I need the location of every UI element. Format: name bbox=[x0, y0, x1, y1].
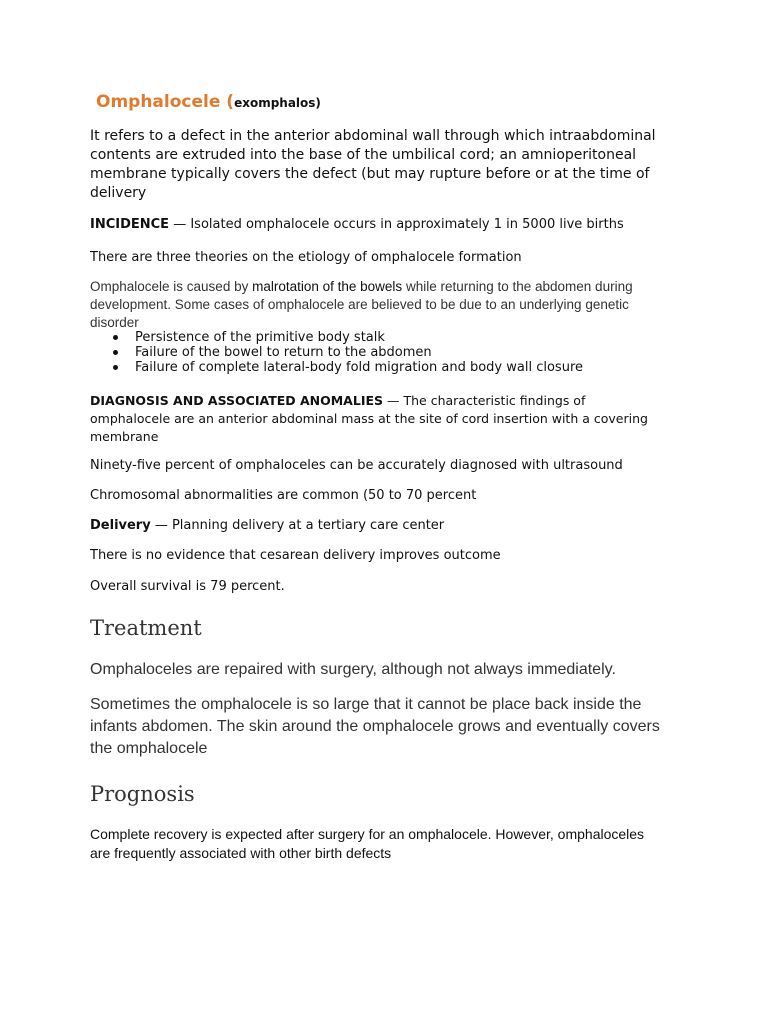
delivery-text: — Planning delivery at a tertiary care center bbox=[150, 518, 445, 533]
cause-text-1: Omphalocele is caused by bbox=[90, 279, 253, 294]
delivery-paragraph bbox=[90, 517, 444, 535]
theories-list bbox=[90, 330, 680, 375]
bullet-icon bbox=[113, 335, 118, 340]
cause-paragraph bbox=[90, 278, 680, 332]
bullet-icon bbox=[113, 365, 118, 370]
list-item: Failure of the bowel to return to the abdomen bbox=[90, 345, 680, 360]
chromosomal-paragraph: Chromosomal abnormalities are common (50 to 70 percent bbox=[90, 488, 477, 503]
prognosis-paragraph: Complete recovery is expected after surgery for an omphalocele. However, omphaloceles are frequently associated with other birth defects bbox=[90, 826, 645, 861]
list-item: Failure of complete lateral-body fold migration and body wall closure bbox=[90, 360, 680, 375]
title-main: Omphalocele ( bbox=[96, 92, 235, 112]
treatment-paragraph-2: Sometimes the omphalocele is so large that it cannot be place back inside the infants abdomen. The skin around the omphalocele grows and eventually covers the omphalocele bbox=[90, 696, 660, 757]
survival-paragraph: Overall survival is 79 percent. bbox=[90, 579, 285, 594]
treatment-heading: Treatment bbox=[90, 616, 202, 640]
ultrasound-paragraph: Ninety-five percent of omphaloceles can be accurately diagnosed with ultrasound bbox=[90, 458, 623, 473]
bullet-icon bbox=[113, 350, 118, 355]
diagnosis-text: — The characteristic findings of omphalocele are an anterior abdominal mass at the site of cord insertion with a covering membrane bbox=[90, 393, 648, 444]
cause-highlight: malrotation of the bowels bbox=[252, 279, 403, 294]
diagnosis-label: DIAGNOSIS AND ASSOCIATED ANOMALIES bbox=[90, 393, 384, 408]
diagnosis-paragraph bbox=[90, 392, 660, 446]
delivery-label: Delivery bbox=[90, 518, 151, 533]
cause-text-2: while returning to the abdomen during development. Some cases of omphalocele are believed to be due to an underlying genetic disorder bbox=[90, 279, 633, 330]
cesarean-paragraph: There is no evidence that cesarean delivery improves outcome bbox=[90, 548, 501, 563]
list-item: Persistence of the primitive body stalk bbox=[90, 330, 680, 345]
treatment-paragraph-1: Omphaloceles are repaired with surgery, although not always immediately. bbox=[90, 661, 616, 678]
incidence-label: INCIDENCE bbox=[90, 217, 170, 232]
title-subtitle: exomphalos) bbox=[234, 96, 321, 110]
definition-paragraph: It refers to a defect in the anterior abdominal wall through which intraabdominal contents are extruded into the base of the umbilical cord; an amnioperitoneal membrane typically covers the defect (but may rupture before or at the time of delivery bbox=[90, 128, 656, 201]
incidence-text: — Isolated omphalocele occurs in approximately 1 in 5000 live births bbox=[169, 217, 624, 232]
incidence-paragraph bbox=[90, 216, 624, 234]
document-title bbox=[96, 92, 321, 112]
theories-intro: There are three theories on the etiology of omphalocele formation bbox=[90, 250, 522, 265]
prognosis-heading: Prognosis bbox=[90, 782, 195, 806]
